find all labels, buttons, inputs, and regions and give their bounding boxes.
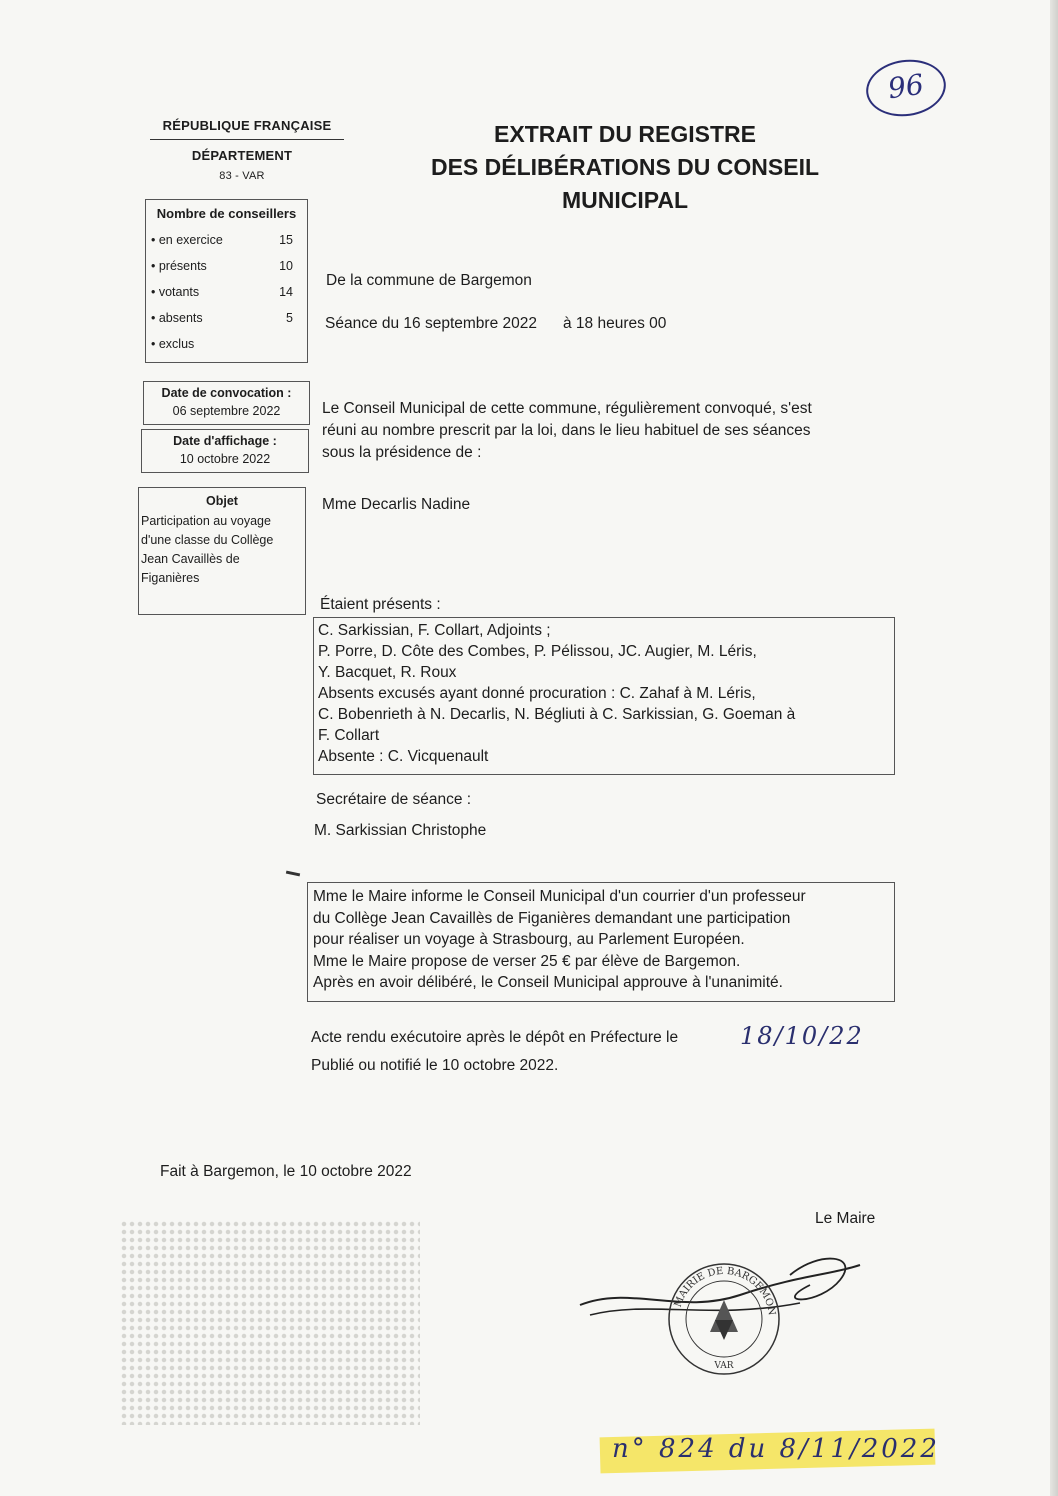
title-line: EXTRAIT DU REGISTRE — [494, 121, 756, 147]
presents-line: F. Collart — [318, 727, 380, 744]
document-title — [400, 118, 850, 217]
objet-line: Figanières — [141, 571, 200, 585]
presents-line: C. Bobenrieth à N. Decarlis, N. Bégliuti à C. Sarkissian, G. Goeman à — [318, 706, 796, 723]
counsellor-value: 15 — [279, 233, 293, 247]
convocation-box — [143, 381, 310, 425]
counsellor-value: 10 — [279, 259, 293, 273]
convocation-date: 06 septembre 2022 — [172, 404, 281, 418]
decision-line: Mme le Maire informe le Conseil Municipal d'un courrier d'un professeur — [313, 888, 806, 905]
department-code: 83 - VAR — [219, 170, 265, 182]
counsellor-value: 5 — [286, 311, 293, 325]
counsellors-heading: Nombre de conseillers — [156, 206, 297, 221]
counsellors-box — [145, 199, 308, 363]
decision-line: Après en avoir délibéré, le Conseil Municipal approuve à l'unanimité. — [313, 974, 783, 991]
counsellor-label: • absents — [151, 311, 203, 325]
page-edge-shadow — [1050, 0, 1058, 1496]
secretary-label: Secrétaire de séance : — [316, 791, 472, 808]
president-name: Mme Decarlis Nadine — [322, 496, 471, 513]
seance-time: à 18 heures 00 — [563, 315, 667, 332]
department-label: DÉPARTEMENT — [191, 148, 293, 163]
stray-mark — [286, 871, 300, 877]
intro-paragraph — [322, 398, 882, 464]
presents-line: C. Sarkissian, F. Collart, Adjoints ; — [318, 622, 551, 639]
page-number-circled: 96 — [862, 55, 949, 122]
seance-date: Séance du 16 septembre 2022 — [325, 315, 537, 332]
counsellor-label: • exclus — [151, 337, 195, 351]
intro-line: sous la présidence de : — [322, 444, 482, 461]
intro-line: réuni au nombre prescrit par la loi, dans le lieu habituel de ses séances — [322, 422, 811, 439]
affichage-date: 10 octobre 2022 — [179, 452, 271, 466]
registration-number-handwritten: n° 824 du 8/11/2022 — [612, 1434, 940, 1464]
title-line: MUNICIPAL — [561, 187, 689, 213]
objet-label: Objet — [206, 494, 238, 508]
title-line: DES DÉLIBÉRATIONS DU CONSEIL — [430, 154, 820, 180]
fait-line: Fait à Bargemon, le 10 octobre 2022 — [160, 1163, 412, 1180]
objet-line: Jean Cavaillès de — [141, 552, 240, 566]
decision-line: Mme le Maire propose de verser 25 € par élève de Bargemon. — [313, 952, 741, 970]
commune-line: De la commune de Bargemon — [326, 272, 532, 289]
presents-line: Y. Bacquet, R. Roux — [318, 664, 457, 681]
mairie-seal-stamp — [665, 1260, 783, 1378]
acte-line: Acte rendu exécutoire après le dépôt en Préfecture le — [311, 1029, 679, 1046]
decision-line: du Collège Jean Cavaillès de Figanières demandant une participation — [313, 909, 791, 927]
counsellor-label: • en exercice — [151, 233, 223, 247]
perforation-stamp — [120, 1220, 420, 1425]
seal-text-bottom: VAR — [714, 1361, 734, 1371]
counsellor-value: 14 — [279, 285, 293, 299]
decision-line: pour réaliser un voyage à Strasbourg, au Parlement Européen. — [313, 931, 745, 948]
affichage-label: Date d'affichage : — [173, 434, 277, 448]
publie-line: Publié ou notifié le 10 octobre 2022. — [311, 1057, 559, 1074]
counsellor-label: • votants — [151, 285, 200, 299]
counsellor-label: • présents — [151, 259, 207, 273]
maire-label: Le Maire — [815, 1210, 876, 1227]
presents-box — [313, 617, 895, 775]
intro-line: Le Conseil Municipal de cette commune, régulièrement convoqué, s'est — [322, 400, 812, 417]
secretary-name: M. Sarkissian Christophe — [314, 822, 487, 839]
presents-line: Absente : C. Vicquenault — [318, 748, 489, 765]
decision-box — [307, 882, 895, 1002]
republic-label: RÉPUBLIQUE FRANÇAISE — [150, 118, 344, 140]
presents-line: P. Porre, D. Côte des Combes, P. Pélissou, JC. Augier, M. Léris, — [318, 643, 757, 660]
seance-line — [325, 313, 666, 335]
presents-label: Étaient présents : — [320, 596, 441, 613]
convocation-label: Date de convocation : — [161, 386, 292, 400]
presents-line: Absents excusés ayant donné procuration : C. Zahaf à M. Léris, — [318, 685, 756, 702]
affichage-box — [141, 429, 309, 473]
seal-text-top: MAIRIE DE BARGEMON — [672, 1265, 777, 1317]
objet-text — [139, 512, 305, 588]
objet-line: Participation au voyage — [141, 514, 271, 528]
objet-box — [138, 487, 306, 615]
objet-line: d'une classe du Collège — [141, 533, 274, 547]
acte-date-handwritten: 18/10/22 — [740, 1022, 864, 1050]
